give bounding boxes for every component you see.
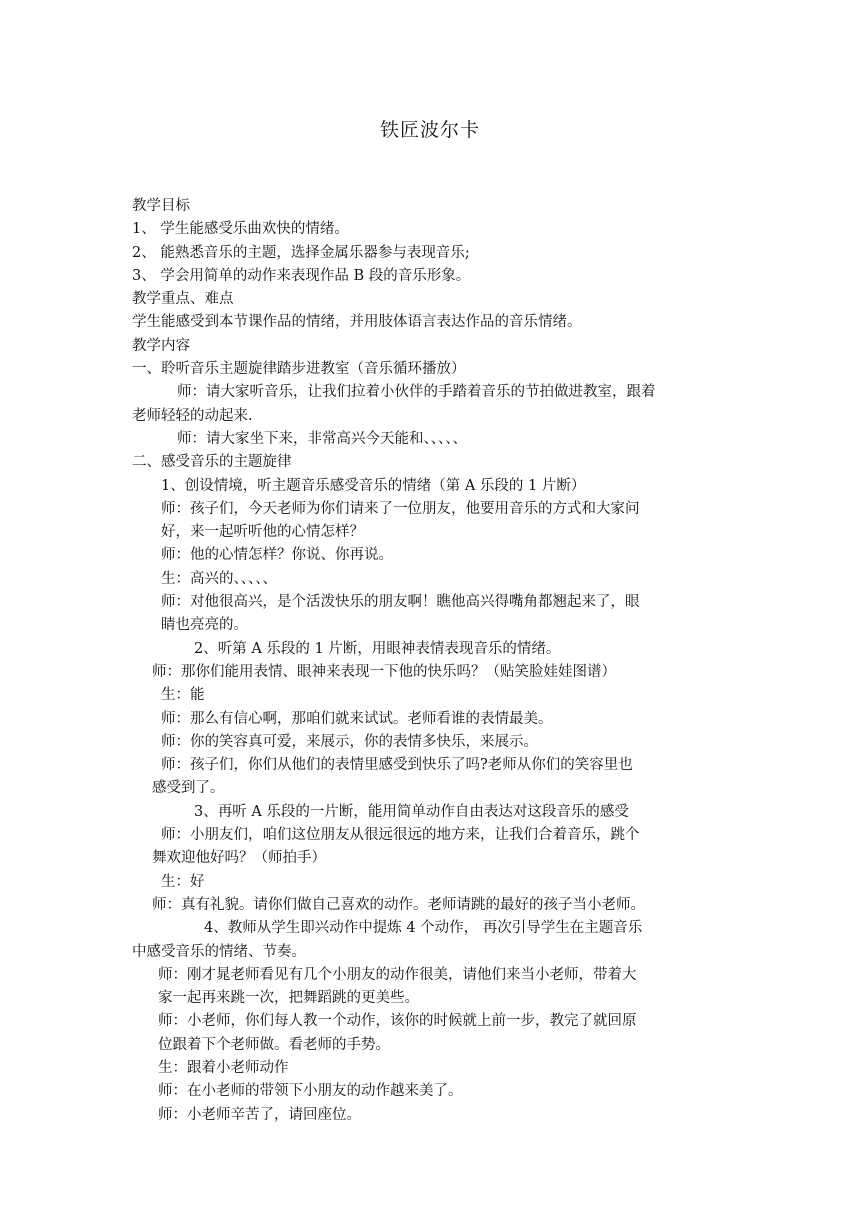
text-line: 睛也亮亮的。 (161, 617, 248, 634)
text-line: 师：小老师辛苦了，请回座位。 (158, 1106, 361, 1123)
text-line: 好，来一起听听他的心情怎样？ (161, 524, 364, 541)
text-line: 师：在小老师的带领下小朋友的动作越来美了。 (158, 1083, 463, 1100)
text-line: 位跟着下个老师做。看老师的手势。 (158, 1036, 390, 1053)
text-line: 教学重点、难点 (132, 291, 234, 308)
text-line: 生：好 (161, 873, 205, 890)
text-line: 师：孩子们，你们从他们的表情里感受到快乐了吗?老师从你们的笑容里也 (161, 757, 633, 774)
text-line: 师：小老师，你们每人教一个动作，该你的时候就上前一步，教完了就回原 (158, 1013, 637, 1030)
document-body (132, 195, 732, 1127)
text-line: 生：能 (161, 687, 205, 704)
text-line: 2、听第 A 乐段的 1 片断，用眼神表情表现音乐的情绪。 (194, 640, 561, 657)
text-line: 师：请大家坐下来，非常高兴今天能和、、、、、 (177, 430, 467, 447)
text-line: 1、创设情境，听主题音乐感受音乐的情绪（第 A 乐段的 1 片断） (161, 477, 586, 494)
text-line: 教学内容 (132, 337, 190, 354)
text-line: 3、 学会用简单的动作来表现作品 B 段的音乐形象。 (132, 267, 471, 284)
document-title: 铁匠波尔卡 (379, 119, 480, 141)
text-line: 师：那么有信心啊，那咱们就来试试。老师看谁的表情最美。 (161, 710, 553, 727)
text-line: 2、 能熟悉音乐的主题，选择金属乐器参与表现音乐; (132, 244, 470, 261)
text-line: 一、聆听音乐主题旋律踏步进教室（音乐循环播放） (132, 361, 466, 378)
text-line: 师：真有礼貌。请你们做自己喜欢的动作。老师请跳的最好的孩子当小老师。 (152, 896, 645, 913)
text-line: 师：请大家听音乐，让我们拉着小伙伴的手踏着音乐的节拍做进教室，跟着 (177, 384, 656, 401)
text-line: 师：他的心情怎样？你说、你再说。 (161, 547, 393, 564)
text-line: 师：你的笑容真可爱，来展示，你的表情多快乐，来展示。 (161, 733, 538, 750)
text-line: 师：小朋友们，咱们这位朋友从很远很远的地方来，让我们合着音乐，跳个 (161, 827, 640, 844)
text-line: 3、再听 A 乐段的一片断，能用简单动作自由表达对这段音乐的感受 (194, 803, 629, 820)
text-line: 感受到了。 (152, 780, 225, 797)
text-line: 1、 学生能感受乐曲欢快的情绪。 (132, 221, 349, 238)
text-line: 教学目标 (132, 198, 190, 214)
text-line: 中感受音乐的情绪、节奏。 (132, 943, 306, 960)
text-line: 老师轻轻的动起来. (132, 407, 253, 424)
text-line: 师：对他很高兴，是个活泼快乐的朋友啊！瞧他高兴得嘴角都翘起来了，眼 (161, 594, 640, 611)
text-line: 师：那你们能用表情、眼神来表现一下他的快乐吗？（贴笑脸娃娃图谱） (152, 663, 616, 680)
text-line: 4、教师从学生即兴动作中提炼 4 个动作， 再次引导学生在主题音乐 (204, 920, 643, 937)
text-line: 师：孩子们，今天老师为你们请来了一位朋友，他要用音乐的方式和大家问 (161, 500, 640, 517)
text-line: 家一起再来跳一次，把舞蹈跳的更美些。 (158, 990, 419, 1007)
text-line: 舞欢迎他好吗？（师拍手） (152, 850, 326, 867)
text-line: 生：高兴的、、、、、 (161, 570, 277, 587)
text-line: 二、感受音乐的主题旋律 (132, 454, 292, 471)
text-line: 师：刚才晁老师看见有几个小朋友的动作很美，请他们来当小老师，带着大 (158, 966, 637, 983)
text-line: 生：跟着小老师动作 (158, 1059, 289, 1076)
text-line: 学生能感受到本节课作品的情绪，并用肢体语言表达作品的音乐情绪。 (132, 314, 582, 331)
